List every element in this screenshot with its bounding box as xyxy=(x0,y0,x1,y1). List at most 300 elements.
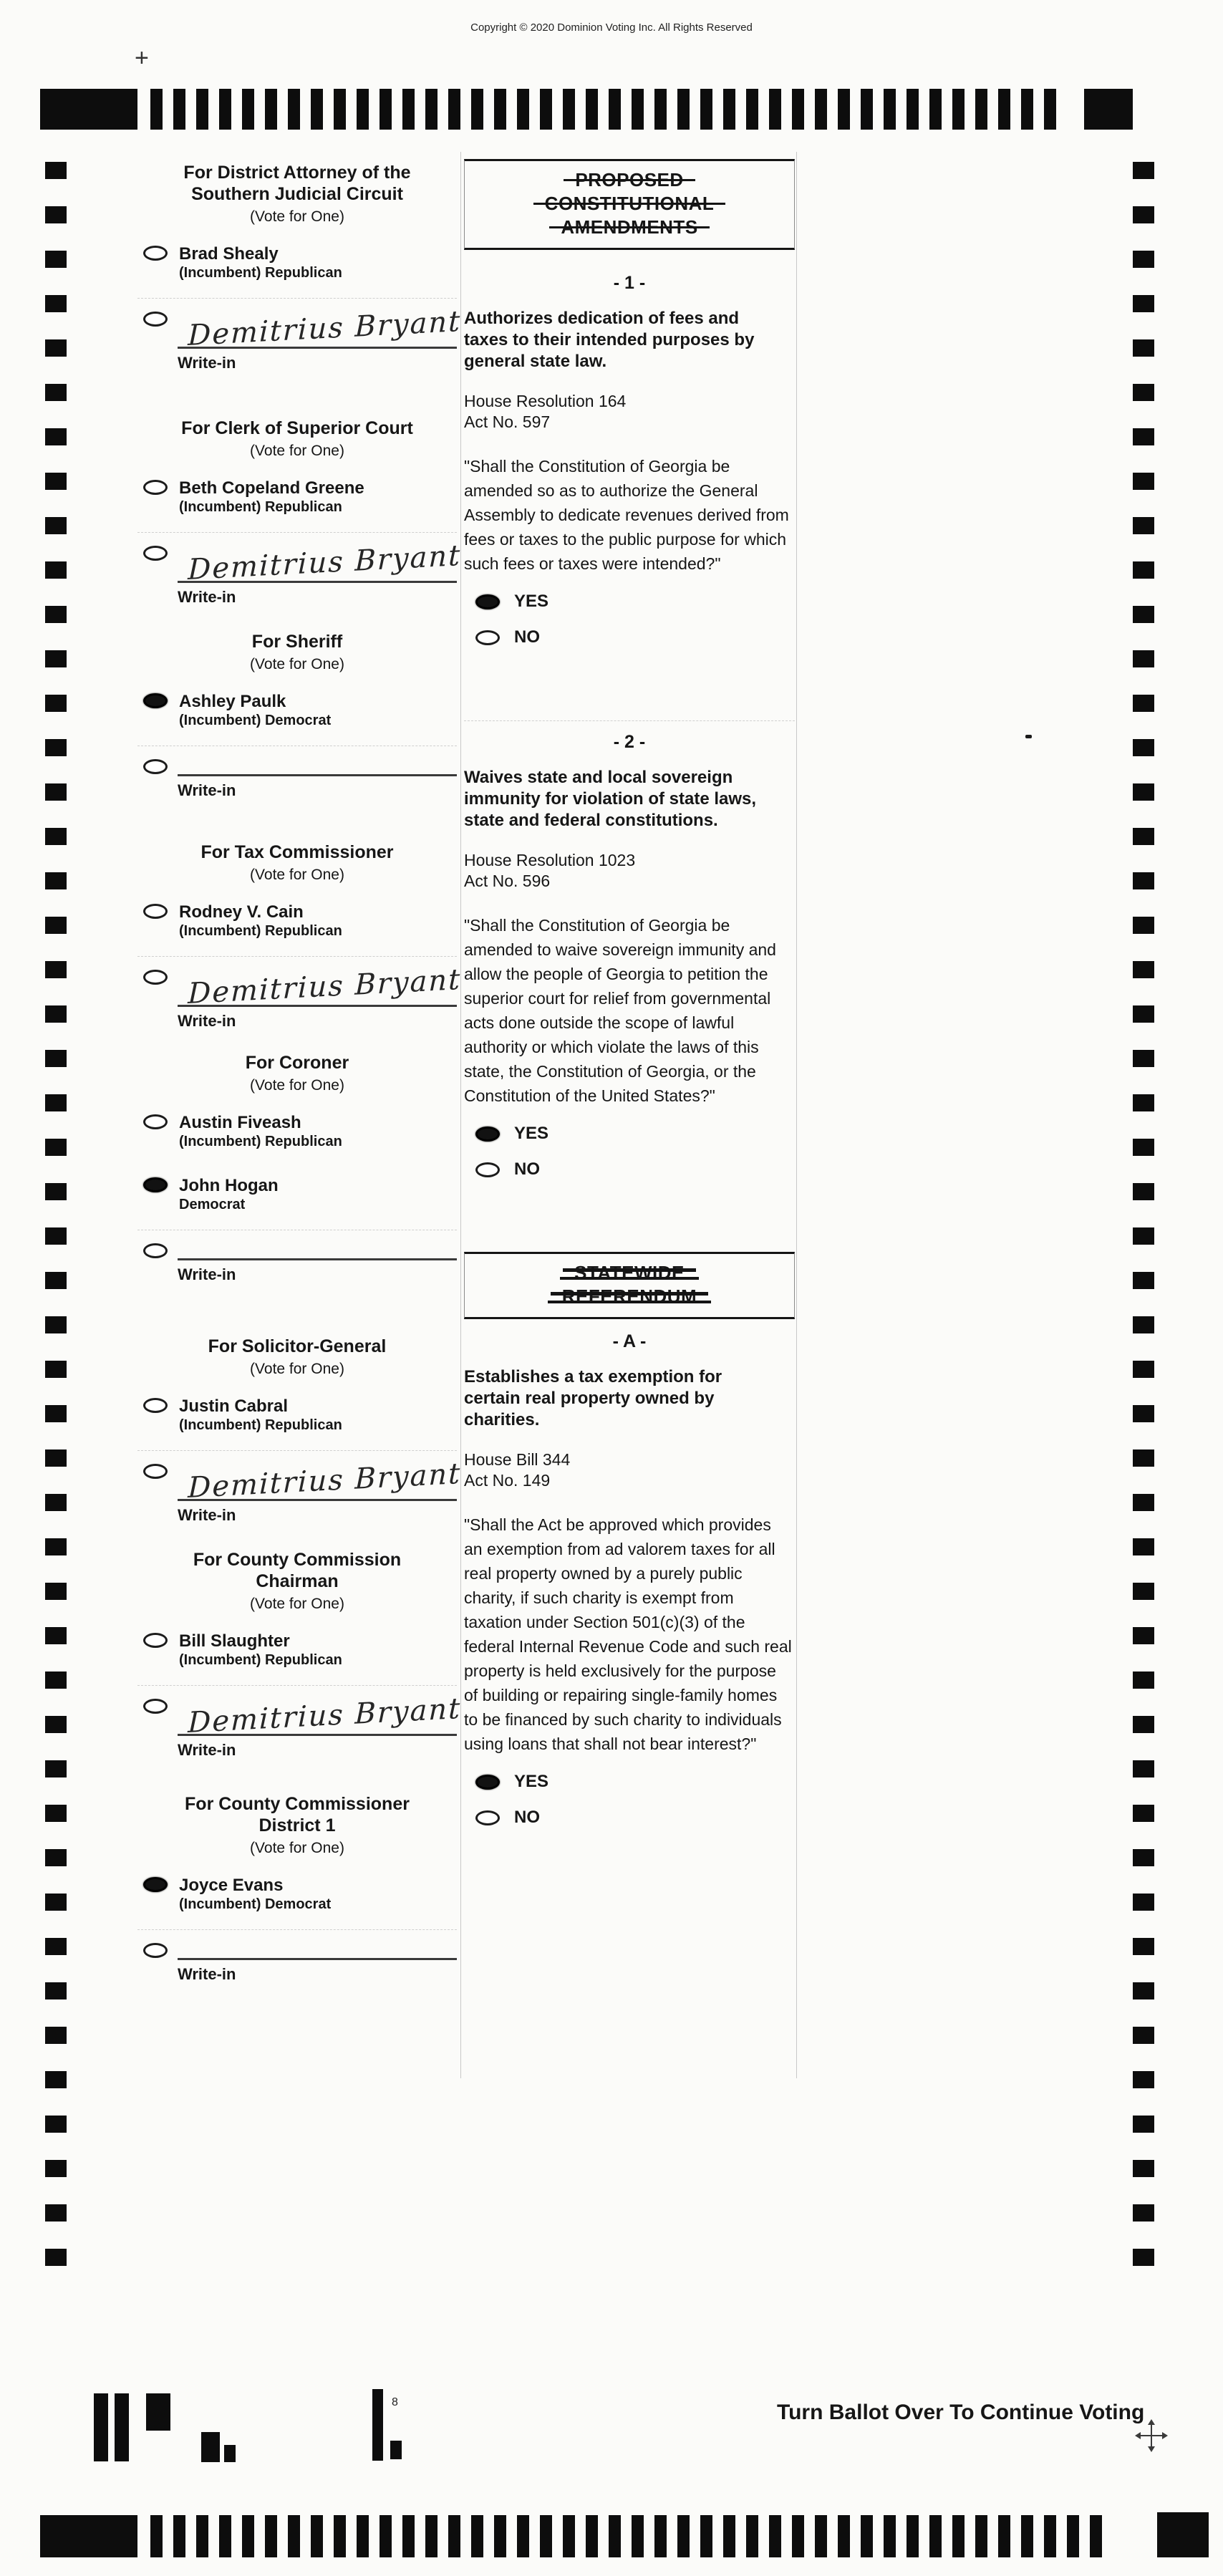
timing-mark xyxy=(815,2515,827,2557)
timing-mark xyxy=(471,89,483,130)
write-in-area[interactable] xyxy=(178,1457,462,1505)
reference-line: House Bill 344 xyxy=(464,1450,571,1469)
vote-instruction: (Vote for One) xyxy=(250,1361,344,1377)
contest-county-commission-chairman xyxy=(137,1549,462,1760)
candidate-text xyxy=(179,1396,342,1434)
candidate-party: (Incumbent) Democrat xyxy=(179,1896,332,1912)
timing-mark xyxy=(1133,1183,1154,1200)
timing-mark xyxy=(45,1627,67,1644)
timing-mark xyxy=(45,917,67,934)
candidate-party: (Incumbent) Republican xyxy=(179,1652,342,1668)
barcode-bar xyxy=(224,2445,236,2462)
yes-option xyxy=(464,592,795,612)
registration-plus-mark: + xyxy=(135,44,149,72)
write-in-area[interactable] xyxy=(178,963,462,1010)
vote-instruction: (Vote for One) xyxy=(250,867,344,883)
timing-mark xyxy=(45,206,67,223)
candidate-option xyxy=(137,1396,457,1434)
reference-line: House Resolution 1023 xyxy=(464,851,636,869)
write-in-area[interactable] xyxy=(178,1939,457,1960)
timing-mark xyxy=(1133,872,1154,889)
no-option xyxy=(464,1808,795,1828)
timing-mark xyxy=(265,2515,277,2557)
timing-mark xyxy=(1133,1227,1154,1245)
timing-mark xyxy=(517,89,529,130)
vote-instruction: (Vote for One) xyxy=(250,1596,344,1612)
timing-mark xyxy=(1133,1449,1154,1467)
write-in-box xyxy=(178,1692,462,1760)
timing-mark xyxy=(45,1139,67,1156)
measure-amendment-1 xyxy=(464,272,795,647)
timing-mark xyxy=(746,2515,758,2557)
measure-question: "Shall the Act be approved which provides an exemption from ad valorem taxes for all real property owned by a purely public charity, if such charity is exempt from taxation under Section 501(c)(3) of the federal Internal Revenue Code and such real property is held exclusively for the purpose of building or repairing single-family homes to be financed by such charity to individuals using loans that shall not bear interest?" xyxy=(464,1515,792,1753)
write-in-row xyxy=(137,1685,462,1760)
write-in-box xyxy=(178,1939,457,1984)
contest-tax-commissioner xyxy=(137,841,462,1031)
timing-mark xyxy=(1133,1361,1154,1378)
measure-summary: Waives state and local sovereign immunity for violation of state laws, state and federal constitutions. xyxy=(464,768,757,830)
timing-mark xyxy=(1133,339,1154,357)
timing-mark xyxy=(815,89,827,130)
vote-instruction: (Vote for One) xyxy=(250,656,344,672)
timing-mark xyxy=(45,1316,67,1333)
write-in-box xyxy=(178,539,462,607)
timing-mark xyxy=(792,2515,804,2557)
timing-mark xyxy=(1133,428,1154,445)
timing-mark xyxy=(1133,384,1154,401)
candidate-option xyxy=(137,691,457,730)
timing-mark xyxy=(1133,2160,1154,2177)
timing-mark xyxy=(45,384,67,401)
timing-mark xyxy=(380,89,392,130)
timing-mark xyxy=(45,1405,67,1422)
measure-references xyxy=(464,391,795,433)
timing-mark xyxy=(1133,828,1154,845)
timing-mark xyxy=(1133,695,1154,712)
timing-mark xyxy=(1021,2515,1033,2557)
timing-mark xyxy=(173,89,185,130)
timing-mark xyxy=(1133,1005,1154,1023)
candidate-text xyxy=(179,691,331,730)
timing-mark xyxy=(1133,1716,1154,1733)
write-in-area[interactable] xyxy=(178,539,462,587)
timing-mark xyxy=(1133,1272,1154,1289)
timing-mark xyxy=(45,2071,67,2088)
candidate-party: (Incumbent) Republican xyxy=(179,499,342,515)
timing-mark xyxy=(609,89,621,130)
timing-corner-block xyxy=(1157,2512,1209,2557)
contest-title: For County Commission Chairman xyxy=(193,1550,402,1591)
timing-mark xyxy=(1133,1805,1154,1822)
timing-mark xyxy=(838,2515,850,2557)
timing-mark xyxy=(45,1227,67,1245)
write-in-bubble[interactable] xyxy=(143,1464,168,1479)
measure-number: - A - xyxy=(612,1331,647,1351)
write-in-handwriting: Demitrius Bryant xyxy=(188,1457,462,1505)
timing-mark xyxy=(494,89,506,130)
timing-mark xyxy=(540,2515,552,2557)
timing-mark xyxy=(1133,2116,1154,2133)
timing-mark xyxy=(448,2515,460,2557)
registration-crosshair-icon xyxy=(1135,2419,1168,2456)
timing-mark xyxy=(265,89,277,130)
timing-mark xyxy=(1133,1139,1154,1156)
timing-mark xyxy=(1133,1671,1154,1689)
timing-mark xyxy=(288,89,300,130)
write-in-row xyxy=(137,956,462,1031)
timing-mark xyxy=(45,1094,67,1111)
timing-mark xyxy=(45,695,67,712)
yes-bubble[interactable] xyxy=(475,1127,500,1142)
timing-mark xyxy=(563,89,575,130)
vote-instruction: (Vote for One) xyxy=(250,1840,344,1856)
column-divider xyxy=(460,152,461,2078)
timing-mark xyxy=(952,89,965,130)
candidate-text xyxy=(179,902,342,940)
write-in-area[interactable] xyxy=(178,1692,462,1740)
timing-mark xyxy=(45,1760,67,1777)
timing-mark xyxy=(1044,2515,1056,2557)
timing-mark xyxy=(952,2515,965,2557)
no-bubble[interactable] xyxy=(475,630,500,645)
timing-mark xyxy=(45,251,67,268)
no-label: NO xyxy=(514,627,540,647)
timing-mark xyxy=(45,2249,67,2266)
timing-mark xyxy=(769,2515,781,2557)
measure-number: - 2 - xyxy=(613,732,646,752)
timing-mark xyxy=(723,89,735,130)
timing-mark xyxy=(357,89,369,130)
timing-mark xyxy=(975,2515,987,2557)
candidate-bubble[interactable] xyxy=(143,246,168,261)
timing-mark xyxy=(45,1805,67,1822)
timing-mark xyxy=(45,1982,67,1999)
candidate-bubble[interactable] xyxy=(143,1114,168,1129)
candidate-party: (Incumbent) Republican xyxy=(179,265,342,281)
write-in-handwriting: Demitrius Bryant xyxy=(188,539,462,587)
timing-mark xyxy=(425,89,438,130)
write-in-label: Write-in xyxy=(178,354,236,372)
candidate-name: Ashley Paulk xyxy=(179,692,286,711)
vote-instruction: (Vote for One) xyxy=(250,208,344,225)
timing-mark xyxy=(45,2116,67,2133)
candidate-bubble[interactable] xyxy=(143,1633,168,1648)
timing-mark xyxy=(677,2515,690,2557)
timing-mark xyxy=(45,1361,67,1378)
timing-mark xyxy=(45,1183,67,1200)
candidate-name: Joyce Evans xyxy=(179,1876,284,1895)
candidate-bubble[interactable] xyxy=(143,693,168,708)
contest-coroner xyxy=(137,1052,457,1284)
write-in-label: Write-in xyxy=(178,781,236,799)
write-in-row xyxy=(137,746,457,800)
write-in-area[interactable] xyxy=(178,304,462,352)
no-bubble[interactable] xyxy=(475,1162,500,1177)
candidate-name: Beth Copeland Greene xyxy=(179,478,364,498)
write-in-bubble[interactable] xyxy=(143,1243,168,1258)
timing-corner-block xyxy=(40,2515,137,2557)
vote-instruction: (Vote for One) xyxy=(250,1077,344,1094)
write-in-bubble[interactable] xyxy=(143,1699,168,1714)
candidate-option xyxy=(137,243,457,282)
candidate-party: Democrat xyxy=(179,1197,246,1212)
yes-bubble[interactable] xyxy=(475,1775,500,1790)
timing-mark xyxy=(1133,917,1154,934)
timing-mark xyxy=(150,2515,163,2557)
timing-mark xyxy=(700,2515,712,2557)
header-line: REFERENDUM xyxy=(561,1285,697,1307)
timing-mark xyxy=(586,89,598,130)
timing-mark xyxy=(45,1272,67,1289)
timing-mark xyxy=(45,1583,67,1600)
write-in-row xyxy=(137,298,462,372)
timing-corner-block xyxy=(1084,89,1133,130)
yes-label: YES xyxy=(514,592,549,611)
candidate-text xyxy=(179,243,342,282)
timing-mark xyxy=(402,2515,415,2557)
candidate-bubble[interactable] xyxy=(143,1177,168,1192)
timing-mark xyxy=(45,561,67,579)
write-in-bubble[interactable] xyxy=(143,1943,168,1958)
candidate-party: (Incumbent) Democrat xyxy=(179,713,332,728)
timing-mark xyxy=(1133,251,1154,268)
timing-mark xyxy=(219,2515,231,2557)
timing-mark xyxy=(1133,961,1154,978)
header-line: STATEWIDE xyxy=(574,1262,685,1283)
timing-mark xyxy=(1133,1316,1154,1333)
contest-title: For Tax Commissioner xyxy=(200,842,394,862)
candidate-option xyxy=(137,1175,457,1214)
timing-mark xyxy=(45,517,67,534)
candidate-name: Austin Fiveash xyxy=(179,1113,301,1132)
write-in-area[interactable] xyxy=(178,755,457,776)
candidate-bubble[interactable] xyxy=(143,480,168,495)
candidate-party: (Incumbent) Republican xyxy=(179,1134,342,1149)
timing-mark xyxy=(45,1671,67,1689)
candidate-option xyxy=(137,902,457,940)
timing-mark xyxy=(334,2515,346,2557)
timing-mark xyxy=(45,162,67,179)
write-in-handwriting: Demitrius Bryant xyxy=(188,304,462,352)
vote-instruction: (Vote for One) xyxy=(250,443,344,459)
timing-mark xyxy=(45,650,67,667)
timing-mark xyxy=(838,89,850,130)
timing-mark xyxy=(632,2515,644,2557)
write-in-bubble[interactable] xyxy=(143,312,168,327)
yes-option xyxy=(464,1124,795,1144)
timing-mark xyxy=(1133,2249,1154,2266)
timing-mark xyxy=(334,89,346,130)
timing-mark xyxy=(1133,2204,1154,2222)
timing-mark xyxy=(1133,1050,1154,1067)
candidate-name: Brad Shealy xyxy=(179,244,279,264)
timing-mark xyxy=(1133,1938,1154,1955)
candidate-option xyxy=(137,478,457,516)
yes-label: YES xyxy=(514,1124,549,1143)
no-option xyxy=(464,627,795,647)
timing-mark xyxy=(1133,1494,1154,1511)
timing-mark xyxy=(884,2515,896,2557)
timing-mark xyxy=(45,2204,67,2222)
write-in-label: Write-in xyxy=(178,588,236,606)
contest-clerk-superior-court xyxy=(137,418,462,607)
measure-question: "Shall the Constitution of Georgia be amended so as to authorize the General Assembly to dedicate revenues derived from fees or taxes to the public purpose for which such fees or taxes were intended?" xyxy=(464,457,789,573)
timing-mark xyxy=(196,2515,208,2557)
yes-option xyxy=(464,1772,795,1792)
timing-mark xyxy=(1133,162,1154,179)
copyright-notice: Copyright © 2020 Dominion Voting Inc. All Rights Reserved xyxy=(470,21,753,34)
column-divider xyxy=(796,152,797,2078)
timing-mark xyxy=(929,2515,942,2557)
barcode-bar xyxy=(201,2432,220,2462)
no-bubble[interactable] xyxy=(475,1810,500,1825)
write-in-label: Write-in xyxy=(178,1741,236,1759)
write-in-box xyxy=(178,1457,462,1525)
reference-line: Act No. 597 xyxy=(464,413,551,431)
timing-mark xyxy=(45,1938,67,1955)
measure-question: "Shall the Constitution of Georgia be amended to waive sovereign immunity and allow the people of Georgia to petition the superior court for relief from governmental acts done outside the scope of lawful authority or which violate the laws of this state, the Constitution of Georgia, or the Constitution of the United States?" xyxy=(464,916,776,1105)
timing-mark xyxy=(723,2515,735,2557)
reference-line: Act No. 149 xyxy=(464,1471,551,1490)
timing-mark xyxy=(45,1894,67,1911)
timing-mark xyxy=(746,89,758,130)
timing-mark xyxy=(677,89,690,130)
candidate-text xyxy=(179,1112,342,1151)
timing-mark xyxy=(45,1449,67,1467)
timing-mark xyxy=(861,2515,873,2557)
write-in-row xyxy=(137,1450,462,1525)
timing-mark xyxy=(311,2515,323,2557)
measure-number: - 1 - xyxy=(613,273,646,293)
contest-county-commissioner-district-1 xyxy=(137,1793,457,1984)
timing-mark xyxy=(402,89,415,130)
header-line: AMENDMENTS xyxy=(561,216,698,238)
timing-mark xyxy=(45,1050,67,1067)
timing-mark xyxy=(1090,2515,1102,2557)
timing-mark xyxy=(1133,1849,1154,1866)
write-in-box xyxy=(178,755,457,800)
timing-mark xyxy=(1133,1760,1154,1777)
contest-title: For District Attorney of the Southern Judicial Circuit xyxy=(183,163,411,204)
timing-mark xyxy=(1021,89,1033,130)
header-line: CONSTITUTIONAL xyxy=(544,193,715,214)
contest-title: For Sheriff xyxy=(251,632,343,652)
write-in-bubble[interactable] xyxy=(143,970,168,985)
write-in-area[interactable] xyxy=(178,1239,457,1260)
timing-mark xyxy=(792,89,804,130)
contest-title: For Clerk of Superior Court xyxy=(181,418,413,438)
timing-mark xyxy=(929,89,942,130)
write-in-box xyxy=(178,963,462,1031)
timing-mark xyxy=(471,2515,483,2557)
candidate-bubble[interactable] xyxy=(143,1877,168,1892)
timing-mark xyxy=(1067,2515,1079,2557)
timing-mark xyxy=(1133,1627,1154,1644)
timing-mark xyxy=(1133,1405,1154,1422)
timing-mark xyxy=(288,2515,300,2557)
barcode-bar xyxy=(390,2441,402,2459)
timing-mark xyxy=(45,473,67,490)
no-label: NO xyxy=(514,1808,540,1827)
candidate-name: Bill Slaughter xyxy=(179,1631,290,1651)
timing-mark xyxy=(1133,1982,1154,1999)
timing-mark xyxy=(45,828,67,845)
timing-mark xyxy=(1133,517,1154,534)
timing-mark xyxy=(45,1005,67,1023)
contest-title: For Solicitor-General xyxy=(208,1336,387,1356)
timing-mark xyxy=(998,89,1010,130)
timing-mark xyxy=(1133,2071,1154,2088)
candidate-bubble[interactable] xyxy=(143,904,168,919)
timing-mark xyxy=(380,2515,392,2557)
contest-solicitor-general xyxy=(137,1336,462,1525)
timing-mark xyxy=(1133,2027,1154,2044)
measure-referendum-a xyxy=(464,1331,795,1828)
timing-mark xyxy=(563,2515,575,2557)
timing-mark xyxy=(45,1849,67,1866)
candidate-option xyxy=(137,1112,457,1151)
yes-bubble[interactable] xyxy=(475,594,500,609)
timing-mark xyxy=(425,2515,438,2557)
write-in-handwriting: Demitrius Bryant xyxy=(188,1692,462,1740)
header-line: PROPOSED xyxy=(575,169,684,190)
timing-mark xyxy=(45,428,67,445)
timing-mark xyxy=(1133,739,1154,756)
barcode-bar xyxy=(94,2393,108,2461)
yes-label: YES xyxy=(514,1772,549,1791)
timing-mark xyxy=(45,295,67,312)
timing-mark xyxy=(45,2160,67,2177)
timing-mark xyxy=(769,89,781,130)
timing-mark xyxy=(998,2515,1010,2557)
reference-line: Act No. 596 xyxy=(464,872,551,890)
no-label: NO xyxy=(514,1159,540,1179)
timing-mark xyxy=(700,89,712,130)
timing-mark xyxy=(311,89,323,130)
candidate-bubble[interactable] xyxy=(143,1398,168,1413)
timing-mark xyxy=(45,1494,67,1511)
timing-mark xyxy=(45,872,67,889)
timing-corner-block xyxy=(40,89,137,130)
write-in-bubble[interactable] xyxy=(143,759,168,774)
timing-mark xyxy=(1133,606,1154,623)
candidate-party: (Incumbent) Republican xyxy=(179,1417,342,1433)
write-in-handwriting: Demitrius Bryant xyxy=(188,963,462,1010)
contest-title: For County Commissioner District 1 xyxy=(185,1794,410,1835)
timing-mark xyxy=(45,606,67,623)
referendum-header xyxy=(464,1252,795,1319)
timing-mark xyxy=(45,739,67,756)
timing-mark xyxy=(448,89,460,130)
timing-mark xyxy=(1133,295,1154,312)
write-in-row xyxy=(137,1230,457,1284)
timing-mark xyxy=(1133,1894,1154,1911)
measure-amendment-2 xyxy=(464,720,795,1180)
timing-mark xyxy=(586,2515,598,2557)
write-in-label: Write-in xyxy=(178,1012,236,1030)
timing-mark xyxy=(907,2515,919,2557)
timing-mark xyxy=(907,89,919,130)
timing-mark xyxy=(1133,473,1154,490)
write-in-bubble[interactable] xyxy=(143,546,168,561)
stray-mark xyxy=(1025,735,1032,738)
timing-mark xyxy=(1133,561,1154,579)
timing-mark xyxy=(45,961,67,978)
timing-mark xyxy=(1133,1094,1154,1111)
measure-references xyxy=(464,1449,795,1491)
candidate-text xyxy=(179,1175,279,1214)
write-in-label: Write-in xyxy=(178,1506,236,1524)
